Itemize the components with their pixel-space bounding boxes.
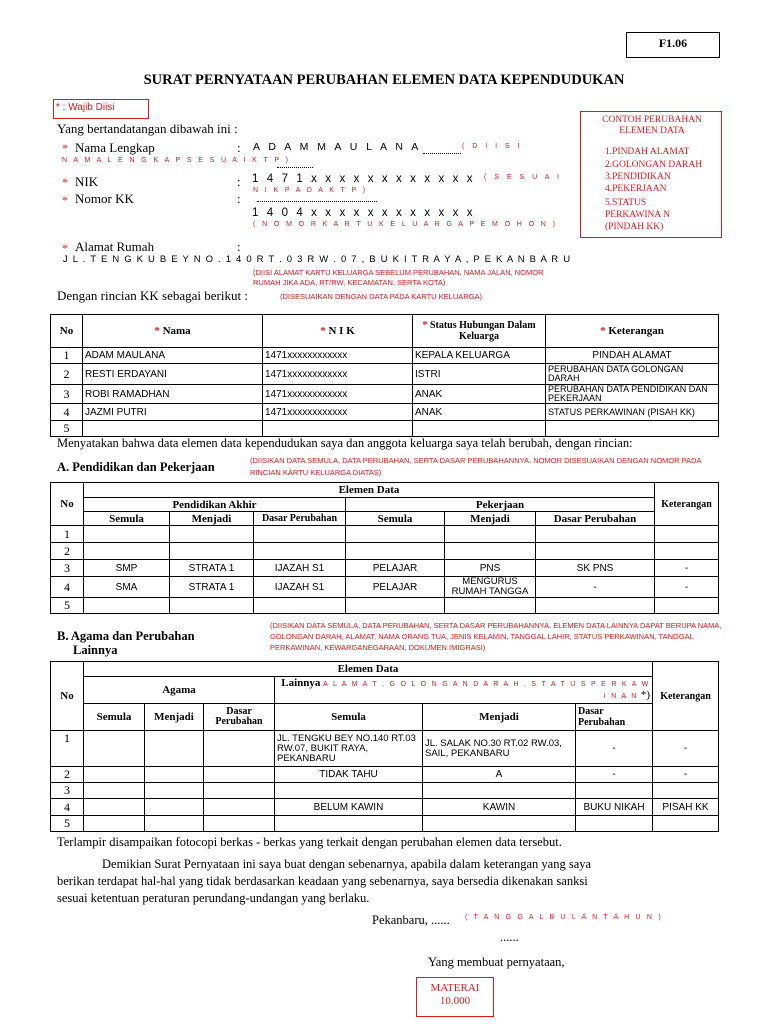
section-b-hint: (DIISIKAN DATA SEMULA, DATA PERUBAHAN, SERTA DASAR PERUBAHANNYA. ELEMEN DATA LAINNYA DAPAT BERUPA NAMA, GOLONGAN DARAH, ALAMAT, NAMA ORANG TUA, JENIS KELAMIN, TANGGAL LAHIR, STATUS PERKAWINAN, TANGGAL PERKAWINAN, KEWARGANEGARAAN, DOKUMEN IMIGRASI) [270,621,722,652]
table-row [51,731,719,767]
cell-pekerjaan-dasar: SK PNS [536,560,655,577]
cell [84,731,145,767]
cell [445,543,536,560]
table-row [51,560,719,577]
section-b-title-1: B. Agama dan Perubahan [57,629,195,643]
cell [576,783,653,799]
cell-lainnya-semula: BELUM KAWIN [275,799,423,816]
table-row [51,816,719,832]
stamp-text-2: 10.000 [439,995,471,1007]
example-item-3: 3.PENDIDIKAN [605,172,671,182]
kk-table [50,314,719,437]
col-lainnya-label: Lainnya [281,677,321,689]
colon: : [237,191,241,206]
cell-no: 4 [51,577,84,598]
cell-pendidikan-dasar: IJAZAH S1 [254,577,346,598]
cell [84,783,145,799]
col-no: No [51,483,84,526]
section-b-table [50,661,719,832]
cell [170,543,254,560]
table-row [51,783,719,799]
cell-pekerjaan-semula: PELAJAR [346,577,445,598]
stamp-text-1: MATERAI [430,982,480,994]
cell-status: ISTRI [413,364,546,385]
required-label: * : Wajib Diisi [56,102,115,113]
kk-label: Nomor KK [75,191,134,206]
cell [346,543,445,560]
cell [655,526,719,543]
cell-nama: RESTI ERDAYANI [83,364,263,385]
cell [254,526,346,543]
cell [170,598,254,614]
cell-keterangan: PERUBAHAN DATA GOLONGAN DARAH [546,364,719,385]
cell-keterangan: STATUS PERKAWINAN (PISAH KK) [546,404,719,421]
table-row [51,404,719,421]
cell [84,816,145,832]
cell [653,783,719,799]
nama-hint-2: N A M A L E N G K A P S E S U A I K T P ) [62,157,291,164]
cell [204,767,275,783]
cell-keterangan: - [655,577,719,598]
asterisk: * [62,193,68,207]
cell-no: 2 [51,767,84,783]
cell-status: ANAK [413,385,546,404]
example-item-5: 5.STATUS PERKAWINA N (PINDAH KK) [605,198,670,232]
cell-no: 5 [51,421,83,437]
cell-keterangan: - [655,560,719,577]
cell [254,543,346,560]
cell [445,598,536,614]
cell-pekerjaan-semula: PELAJAR [346,560,445,577]
cell [655,543,719,560]
col-semula: Semula [346,512,445,526]
col-dasar: Dasar Perubahan [204,704,275,731]
cell-nama: ADAM MAULANA [83,348,263,364]
kk-intro: Dengan rincian KK sebagai berikut : [57,288,248,303]
nama-hint-1: ( D I I S I [462,143,523,150]
section-a-table [50,482,719,614]
col-agama: Agama [84,677,275,704]
col-keterangan: Keterangan [653,662,719,731]
col-lainnya [275,677,653,704]
col-dasar: Dasar Perubahan [536,512,655,526]
col-nik: * N I K [263,315,413,348]
cell-keterangan: - [653,731,719,767]
cell [84,799,145,816]
cell [653,816,719,832]
cell [84,526,170,543]
cell [145,799,204,816]
cell [655,598,719,614]
cell [145,731,204,767]
colon: : [237,174,241,189]
cell [204,783,275,799]
col-semula: Semula [84,512,170,526]
cell [275,783,423,799]
col-elemen: Elemen Data [84,662,653,677]
alamat-value: J L . T E N G K U B E Y N O . 1 4 0 R T . 0 3 R W . 0 7 , B U K I T R A Y A , P E K A N B A R U [63,254,572,265]
page-title: SURAT PERNYATAAN PERUBAHAN ELEMEN DATA KEPENDUDUKAN [143,72,625,88]
cell-no: 3 [51,560,84,577]
example-title: CONTOH PERUBAHAN ELEMEN DATA [602,115,702,136]
cell-lainnya-semula: TIDAK TAHU [275,767,423,783]
cell [423,816,576,832]
col-dasar: Dasar Perubahan [254,512,346,526]
section-a-title: A. Pendidikan dan Pekerjaan [57,460,215,474]
alamat-hint-2: RUMAH JIKA ADA, RT/RW, KECAMATAN, SERTA KOTA) [253,278,446,287]
cell-no: 4 [51,404,83,421]
cell [445,526,536,543]
cell [275,816,423,832]
cell-nik: 1471xxxxxxxxxxxx [263,385,413,404]
closing-line-2: berikan terdapat hal-hal yang tidak berdasarkan keadaan yang sebenarnya, saya bersedia dikenakan sanksi [57,874,588,888]
col-nama: * Nama [83,315,263,348]
col-nik-label: N I K [328,325,355,337]
cell-pekerjaan-menjadi: MENGURUS RUMAH TANGGA [445,577,536,598]
cell-nik: 1471xxxxxxxxxxxx [263,364,413,385]
table-row [51,421,719,437]
cell-lainnya-semula: JL. TENGKU BEY NO.140 RT.03 RW.07, BUKIT RAYA, PEKANBARU [275,731,423,767]
cell [346,526,445,543]
cell-keterangan [546,421,719,437]
cell-pendidikan-dasar: IJAZAH S1 [254,560,346,577]
cell-nik: 1471xxxxxxxxxxxx [263,404,413,421]
col-menjadi: Menjadi [145,704,204,731]
table-row [51,364,719,385]
asterisk: * [62,241,68,255]
kk-value: 1 4 0 4 x x x x x x x x x x x x [252,207,476,219]
attachment-text: Terlampir disampaikan fotocopi berkas - berkas yang terkait dengan perubahan elemen data tersebut. [57,835,562,849]
cell-status: ANAK [413,404,546,421]
col-pekerjaan: Pekerjaan [346,498,655,512]
cell-nama: ROBI RAMADHAN [83,385,263,404]
table-row [51,598,719,614]
cell-no: 2 [51,543,84,560]
cell [536,526,655,543]
table-row [51,799,719,816]
kk-hint: ( N O M O R K A R T U K E L U A R G A P E M O H O N ) [253,221,558,228]
closing-line-3: sesuai ketentuan peraturan perundang-undangan yang berlaku. [57,891,370,905]
nama-value: A D A M M A U L A N A [253,141,422,153]
example-item-1: 1.PINDAH ALAMAT [605,147,690,157]
cell [170,526,254,543]
cell [576,816,653,832]
col-keterangan-label: Keterangan [608,325,664,337]
date-hint: ( T A N G G A L B U L A N T A H U N ) [465,914,663,921]
table-row [51,385,719,404]
cell-keterangan: PINDAH ALAMAT [546,348,719,364]
asterisk-close: *) [640,689,650,701]
table-row [51,348,719,364]
col-no: No [51,315,83,348]
asterisk: * [62,141,68,155]
cell-nama: JAZMI PUTRI [83,404,263,421]
cell [254,598,346,614]
col-semula: Semula [84,704,145,731]
cell-nama [83,421,263,437]
cell [84,767,145,783]
example-item-2: 2.GOLONGAN DARAH [605,160,703,170]
col-menjadi: Menjadi [423,704,576,731]
nama-dots-2 [277,167,313,168]
cell-no: 2 [51,364,83,385]
cell-lainnya-menjadi: JL. SALAK NO.30 RT.02 RW.03, SAIL, PEKANBARU [423,731,576,767]
cell-no: 4 [51,799,84,816]
form-code: F1.06 [658,36,688,50]
nama-dots [423,153,461,154]
cell [84,598,170,614]
cell-no: 3 [51,783,84,799]
cell-status: KEPALA KELUARGA [413,348,546,364]
alamat-label: Alamat Rumah [75,239,155,254]
cell-lainnya-dasar: BUKU NIKAH [576,799,653,816]
cell-nik: 1471xxxxxxxxxxxx [263,348,413,364]
cell-no: 3 [51,385,83,404]
cell [145,767,204,783]
nik-label: NIK [75,174,99,189]
cell-keterangan: PISAH KK [653,799,719,816]
section-b-title-2: Lainnya [73,643,118,657]
cell [536,598,655,614]
nama-label: Nama Lengkap [75,140,155,155]
cell-pendidikan-semula: SMA [84,577,170,598]
closing-line-1: Demikian Surat Pernyataan ini saya buat dengan sebenarnya, apabila dalam keterangan yang saya [102,857,592,871]
cell [145,816,204,832]
cell-keterangan: - [653,767,719,783]
asterisk: * [62,175,68,189]
col-status: * Status Hubungan Dalam Keluarga [413,315,546,348]
signer-label: Yang membuat pernyataan, [428,955,565,969]
cell-lainnya-dasar: - [576,767,653,783]
cell-status [413,421,546,437]
cell-no: 5 [51,598,84,614]
table-row [51,577,719,598]
col-nama-label: Nama [162,325,191,337]
nik-hint-2: N I K P A D A K T P ) [253,187,368,194]
col-menjadi: Menjadi [445,512,536,526]
cell-pendidikan-menjadi: STRATA 1 [170,577,254,598]
kk-intro-hint: (DISESUAIKAN DENGAN DATA PADA KARTU KELUARGA) [280,292,482,301]
col-elemen: Elemen Data [84,483,655,498]
kk-dots-1 [257,201,377,202]
cell-lainnya-menjadi: KAWIN [423,799,576,816]
intro-text: Yang bertandatangan dibawah ini : [57,121,238,136]
colon: : [237,239,241,254]
cell [84,543,170,560]
cell-lainnya-menjadi: A [423,767,576,783]
col-lainnya-hint: A L A M A T , G O L O N G A N D A R A H , S T A T U S P E R K A W I N A N [323,681,650,700]
cell [346,598,445,614]
place-label: Pekanbaru, ...... [372,913,450,927]
cell-no: 1 [51,348,83,364]
table-row [51,526,719,543]
col-keterangan: * Keterangan [546,315,719,348]
cell [204,816,275,832]
example-item-4: 4.PEKERJAAN [605,184,667,194]
cell [536,543,655,560]
col-keterangan: Keterangan [655,483,719,526]
col-pendidikan: Pendidikan Akhir [84,498,346,512]
cell [204,799,275,816]
cell-pendidikan-semula: SMP [84,560,170,577]
cell-pekerjaan-menjadi: PNS [445,560,536,577]
cell-no: 5 [51,816,84,832]
table-row [51,543,719,560]
table-row [51,767,719,783]
col-menjadi: Menjadi [170,512,254,526]
nik-value: 1 4 7 1 x x x x x x x x x x x x [252,173,476,185]
col-semula: Semula [275,704,423,731]
section-a-hint: (DIISIKAN DATA SEMULA, DATA PERUBAHAN, SERTA DASAR PERUBAHANNYA. NOMOR DISESUAIKAN DENGAN NOMOR PADA RINCIAN KARTU KELUARGA DIATAS) [250,456,702,477]
cell-nik [263,421,413,437]
statement-text: Menyatakan bahwa data elemen data kependudukan saya dan anggota keluarga saya telah berubah, dengan rincian: [57,436,633,450]
cell-pekerjaan-dasar: - [536,577,655,598]
cell [145,783,204,799]
colon: : [237,140,241,155]
cell-no: 1 [51,526,84,543]
nik-hint-1: ( S E S U A I [484,174,562,181]
cell [204,731,275,767]
cell [423,783,576,799]
cell-keterangan: PERUBAHAN DATA PENDIDIKAN DAN PEKERJAAN [546,385,719,404]
col-status-label: Status Hubungan Dalam Keluarga [429,320,536,342]
date-dots: ...... [500,930,519,944]
alamat-hint-1: (DIISI ALAMAT KARTU KELUARGA SEBELUM PERUBAHAN, NAMA JALAN, NOMOR [253,268,544,277]
col-dasar: Dasar Perubahan [576,704,653,731]
cell-no: 1 [51,731,84,767]
cell-lainnya-dasar: - [576,731,653,767]
col-no: No [51,662,84,731]
cell-pendidikan-menjadi: STRATA 1 [170,560,254,577]
